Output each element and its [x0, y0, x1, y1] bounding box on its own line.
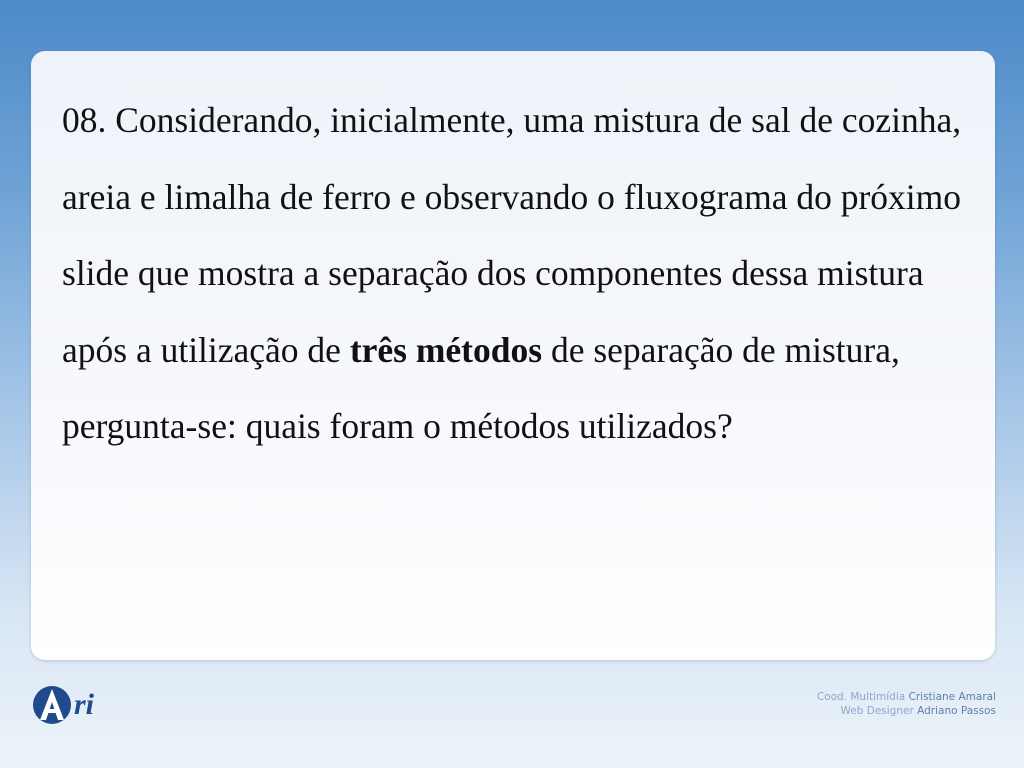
credit-line-web-designer	[817, 704, 996, 718]
svg-text:ri: ri	[74, 688, 95, 721]
question-text-part1: 08. Considerando, inicialmente, uma mistura de sal de cozinha, areia e limalha de ferro e observando o fluxograma do próximo slide que mostra a separação dos componentes dessa mistura após a utilização de	[62, 100, 962, 370]
credit-name: Adriano Passos	[917, 705, 996, 717]
question-text-part2: de separação de mistura, pergunta-se: quais foram o métodos utilizados?	[62, 329, 900, 446]
ari-logo	[30, 680, 120, 730]
credit-role: Cood. Multimídia	[816, 691, 909, 703]
credit-name: Cristiane Amaral	[908, 691, 996, 703]
question-text-emphasis: três métodos	[349, 329, 543, 370]
credits	[817, 690, 996, 718]
question-text	[62, 82, 992, 465]
credit-role: Web Designer	[840, 705, 918, 717]
credit-line-multimedia	[817, 690, 996, 704]
